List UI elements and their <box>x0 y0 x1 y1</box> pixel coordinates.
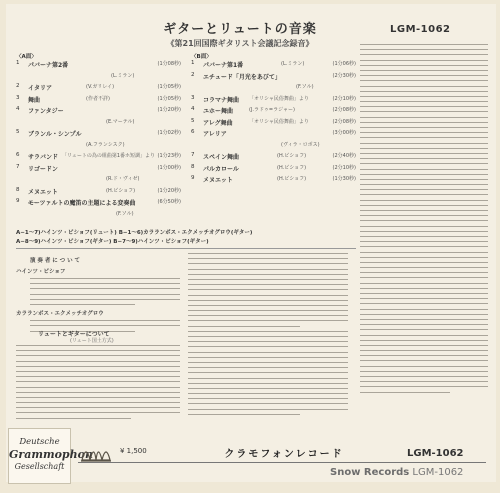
track-composer: (L.ミラン) <box>111 72 135 79</box>
divider <box>16 248 356 249</box>
track-composer: (F.ソル) <box>296 84 314 90</box>
track-row: 3 コラマナ舞曲 「オリシャ民俗舞曲」より (2分10秒) <box>191 94 356 104</box>
side-a-label: 〈A面〉 <box>16 54 37 60</box>
middle-column-text <box>188 253 348 419</box>
section-subhead-lute-guitar: (リュート国土方式) <box>70 338 114 344</box>
track-row: 2 エチュード「月光をあびて」 (2分30秒) <box>191 71 356 81</box>
credit-line: A−1〜7)ハインツ・ビショフ(リュート) B−1〜6)カラランボス・エクメッチオグロウ(ギター) <box>16 230 253 236</box>
track-row: 1 パバーナ第1番 (L.ミラン) (1分06秒) <box>191 60 356 69</box>
track-composer: (E.マーテル) <box>106 118 135 125</box>
track-row: 5 アレグ舞曲 「オリシャ民俗舞曲」より (2分08秒) <box>191 117 356 127</box>
dg-logo: Deutsche Grammophon Gesellschaft <box>8 428 71 484</box>
album-title: ギターとリュートの音楽 <box>163 22 317 37</box>
track-row: 7 スペイン舞曲 (H.ビショフ) (2分40秒) <box>191 152 356 161</box>
track-row: 7 リゴードン (1分00秒) <box>16 163 181 173</box>
tracklist <box>16 52 356 228</box>
track-row: 5 ブランル・シンプル (1分02秒) <box>16 129 181 138</box>
track-row: 2 イタリア (V.ガリレイ) (1分05秒) <box>16 83 181 92</box>
track-composer: (F.ソル) <box>116 210 134 217</box>
track-row: 1 パバーナ第2番 (1分08秒) <box>16 60 181 69</box>
section-head-performers: 演 奏 者 に つ い て <box>30 258 80 264</box>
track-row: 8 メヌエット (H.ビショフ) (1分20秒) <box>16 186 181 196</box>
left-column-text <box>16 253 180 336</box>
track-composer: (R.ド・ヴィゼ) <box>106 176 140 182</box>
section-head-performer1: ハインツ・ビショフ <box>16 269 66 275</box>
right-column-text <box>360 44 488 397</box>
catalog-number-top: LGM-1062 <box>390 24 451 35</box>
watermark: Snow Records LGM-1062 <box>330 467 464 478</box>
tulip-crown-icon <box>78 440 114 464</box>
section-head-performer2: カラランボス・エクメッチオグロウ <box>16 311 104 318</box>
footer-rule <box>78 462 486 463</box>
left-column-text-lower <box>16 345 180 423</box>
section-head-lute-guitar: リュートとギターについて <box>38 331 110 338</box>
track-row: 8 パルカロール (H.ビショフ) (2分10秒) <box>191 163 356 173</box>
side-a-list <box>16 60 181 221</box>
credit-line: A−8〜9)ハインツ・ビショフ(ギター) B−7〜9)ハインツ・ビショフ(ギター) <box>16 239 209 245</box>
catalog-number-bottom: LGM-1062 <box>407 448 464 459</box>
track-row: 4 ユホー舞曲 (J.ラドゥ=ラジャー) (2分08秒) <box>191 106 356 115</box>
track-composer: (A.フランシスク) <box>86 141 125 148</box>
track-row: 6 アレリア (3分00秒) <box>191 129 356 138</box>
track-row: 9 モーツァルトの魔笛の主題による変奏曲 (6分50秒) <box>16 198 181 207</box>
track-row: 6 サラバンド 「リュートの為の組曲第1番ホ短調」より (1分23秒) <box>16 152 181 161</box>
track-composer: (ヴィラ・ロボス) <box>281 141 320 148</box>
brand-name: クラモフォンレコード <box>224 449 344 460</box>
side-b-list <box>191 60 356 187</box>
performer-credits <box>16 228 356 246</box>
track-row: 9 メヌエット (H.ビショフ) (1分30秒) <box>191 175 356 184</box>
side-b-label: 〈B面〉 <box>191 54 212 60</box>
track-row: 3 舞曲 (作者不詳) (1分05秒) <box>16 94 181 104</box>
price-label: ¥ 1,500 <box>120 447 147 455</box>
track-row: 4 ファンタジー (1分20秒) <box>16 106 181 115</box>
album-subtitle: 《第21回国際ギタリスト会議記念録音》 <box>166 39 314 48</box>
